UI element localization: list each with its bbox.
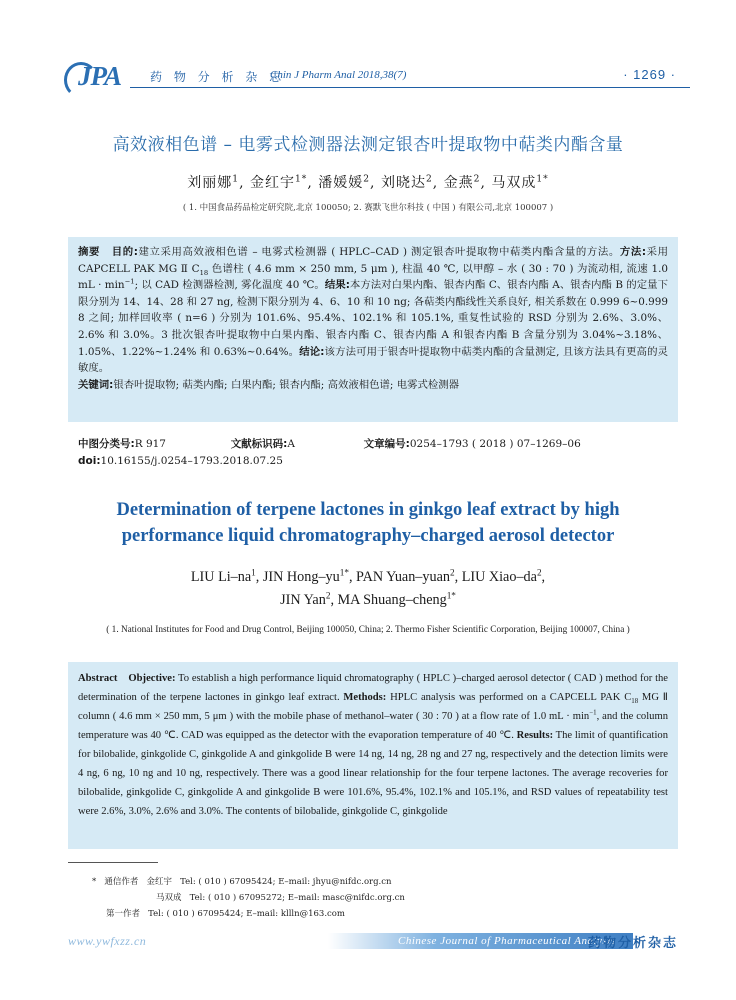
authors-zh: 刘丽娜$^1$, 金红宇$^{1*}$, 潘媛媛$^2$, 刘晓达$^2$, 金燕$^2$, 马双成$^{1*}$ <box>187 174 549 191</box>
article-meta: 中图分类号:R 917 文献标识码:A 文章编号:0254–1793 ( 2018 ) 07–1269–06 doi:10.16155/j.0254–1793.2018.07.25 <box>78 438 581 467</box>
footer-url: www.ywfxzz.cn <box>68 934 147 948</box>
keywords-label: 关键词: <box>78 378 114 391</box>
journal-name-zh: 药 物 分 析 杂 志 <box>150 70 286 84</box>
footnotes: * 通信作者 金红宇 Tel: ( 010 ) 67095424; E–mail: jhyu@nifdc.org.cn 马双成 Tel: ( 010 ) 67095272; E–mail: masc@nifdc.org.cn 第一作者 Tel: ( 010 ) 67095424; E–mail: kllln@163.com <box>92 877 405 919</box>
page-footer <box>68 932 680 950</box>
logo-swoosh-icon <box>64 62 98 98</box>
header-rule <box>130 87 690 88</box>
title-zh: 高效液相色谱 – 电雾式检测器法测定银杏叶提取物中萜类内酯含量 <box>112 135 624 155</box>
journal-logo: JPA <box>70 60 136 92</box>
affiliations-zh: ( 1. 中国食品药品检定研究院,北京 100050; 2. 赛默飞世尔科技 ( 中国 ) 有限公司,北京 100007 ) <box>182 203 554 213</box>
abstract-zh: 摘要 目的:建立采用高效液相色谱 – 电雾式检测器 ( HPLC–CAD ) 测定银杏叶提取物中萜类内酯含量的方法。方法:采用 CAPCELL PAK MG Ⅱ $C_{18}$ 色谱柱 ( 4.6 mm × 250 mm, 5 μm ), 柱温 40 ℃, 以甲醇 – 水 ( 30 : 70 ) 为流动相, 流速 1.0 mL · $\min^{-1}$; 以 CAD 检测器检测, 雾化温度 40 ℃。结果:本方法对白果内酯、银杏内酯 C、银杏内酯 A、银杏内酯 B 的定量下限分别为 14、14、28 和 27 ng, 检测下限分别为 4、6、10 和 10 ng; 各萜类内酯线性关系良好, 相关系数在 0.999 6~0.999 8 之间; 加样回收率 ( n=6 ) 分别为 101.6%、95.4%、102.1% 和 105.1%, 重复性试验的 RSD 分别为 2.6%、3.0%、2.6% 和 3.0%。3 批次银杏叶提取物中白果内酯、银杏内酯 C、银杏内酯 A 和银杏内酯 B 含量分别为 3.04%~3.18%、1.05%、1.22%~1.24% 和 0.63%~0.64%。结论:该方法可用于银杏叶提取物中萜类内酯的含量测定, 且该方法具有更高的灵敏度。 关键词:银杏叶提取物; 萜类内酯; 白果内酯; 银杏内酯; 高效液相色谱; 电雾式检测器 <box>68 237 678 422</box>
footnote-rule <box>68 862 158 863</box>
affiliations-en: ( 1. National Institutes for Food and Drug Control, Beijing 100050, China; 2. Thermo Fisher Scientific Corporation, Beijing 100007, China ) <box>106 625 630 635</box>
footer-journal-zh: 药物分析杂志 <box>587 936 678 951</box>
doi: 10.16155/j.0254–1793.2018.07.25 <box>100 455 283 467</box>
abstract-label: 摘要 <box>78 246 100 258</box>
footer-journal-en: Chinese Journal of Pharmaceutical Analysis <box>398 935 616 947</box>
authors-en: LIU $Li-na^1$, JIN Hong–$yu^{1*}$, PAN Yuan–yuan$^2$, LIU Xiao–$da^2$, JIN Yan$^2$, MA Shuang–cheng$^{1*}$ <box>190 567 546 608</box>
title-en: Determination of terpene lactones in ginkgo leaf extract by high performance liquid chromatography–charged aerosol detector <box>116 500 620 546</box>
page-number: · 1269 · <box>623 67 676 82</box>
page-header <box>70 60 680 94</box>
journal-citation-en: Chin J Pharm Anal 2018,38(7) <box>270 69 407 81</box>
keywords: 银杏叶提取物; 萜类内酯; 白果内酯; 银杏内酯; 高效液相色谱; 电雾式检测器 <box>113 378 460 391</box>
abstract-en: Abstract Objective: To establish a high performance liquid chromatography ( HPLC )–charged aerosol detector ( CAD ) method for the determination of the terpene lactones in ginkgo leaf extract. Methods: HPLC analysis was performed on a CAPCELL PAK $C_{18}$ MG Ⅱ column ( 4.6 mm × 250 mm, 5 μm ) with the mobile phase of methanol–water ( 30 : 70 ) at a flow rate of 1.0 mL · $\min^{-1}$, and the column temperature was 40 ℃. CAD was equipped as the detector with the evaporation temperature of 40 ℃. Results: The limit of quantification for bilobalide, ginkgolide C, ginkgolide A and ginkgolide B were 14 ng, 14 ng, 28 ng and 27 ng, respectively and the detection limits were 4 ng, 6 ng, 10 ng and 10 ng, respectively. There was a good linear relationship for the four terpene lactones. The average recoveries for bilobalide, ginkgolide C, ginkgolide A and ginkgolide B were 101.6%, 95.4%, 102.1% and 105.1%, and RSD values of repeatability test were 2.6%, 3.0%, 2.6% and 3.0%. The contents of bilobalide, ginkgolide C, ginkgolide <box>68 662 678 849</box>
